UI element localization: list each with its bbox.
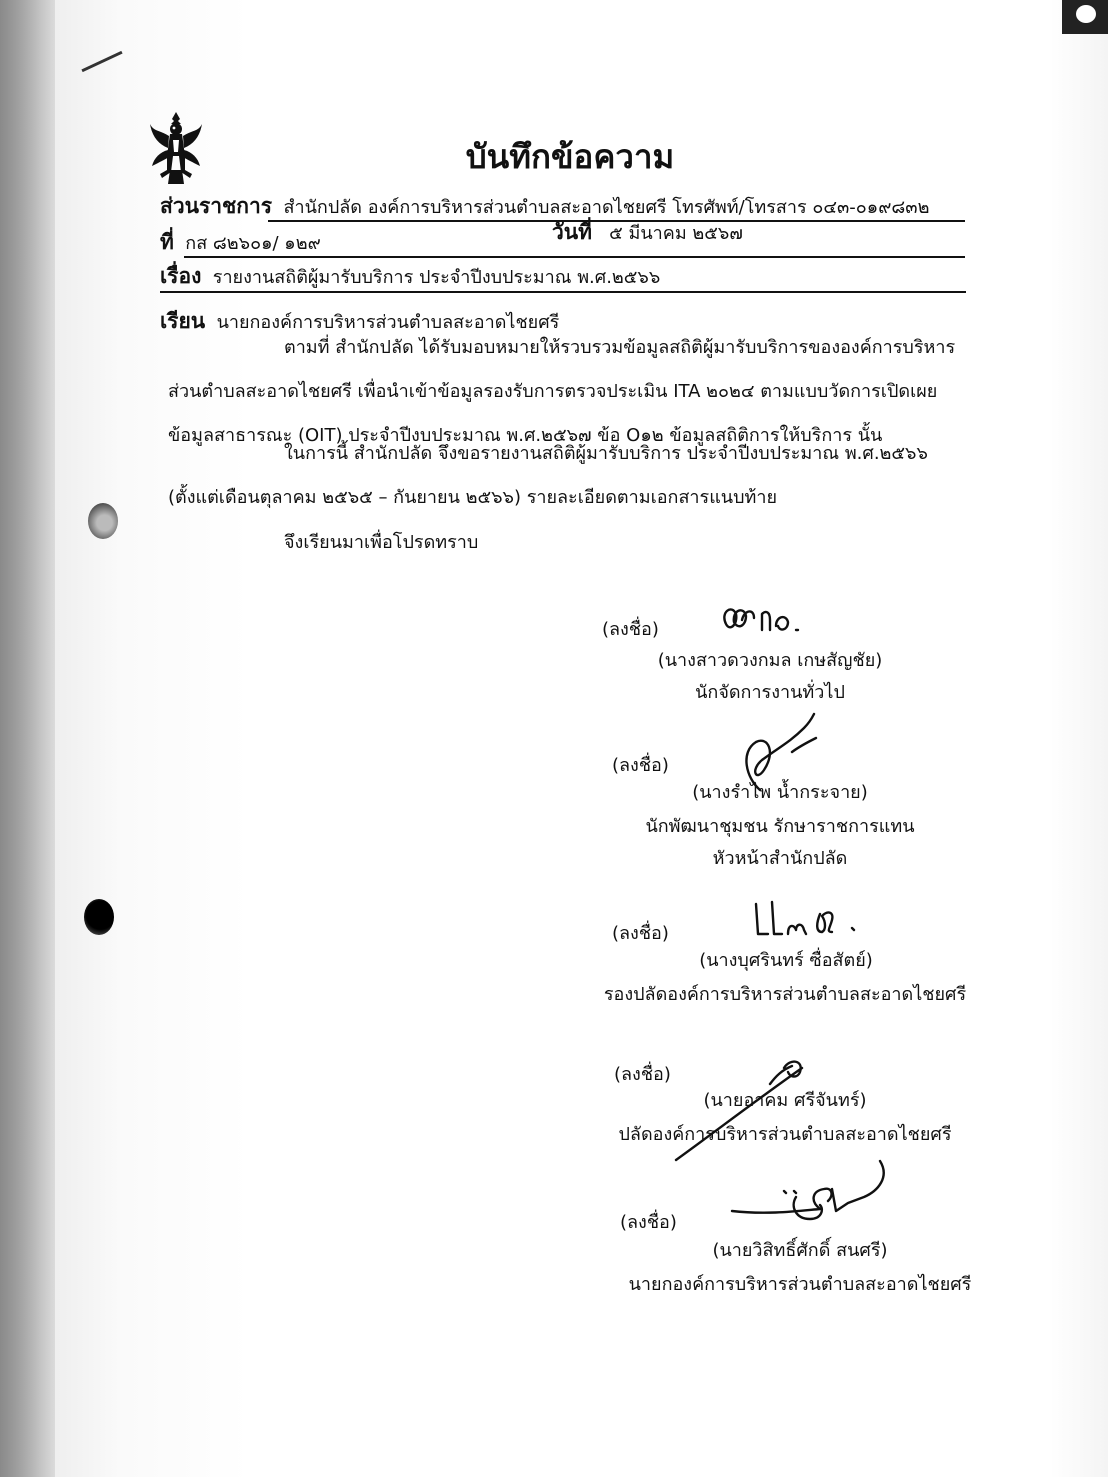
ref-underline xyxy=(184,256,965,258)
signatory-1-position: นักจัดการงานทั่วไป xyxy=(695,682,845,703)
ref-row xyxy=(160,229,321,257)
body-paragraph-1-text: ตามที่ สำนักปลัด ได้รับมอบหมายให้รวบรวมข้อมูลสถิติผู้มารับบริการขององค์การบริหารส่วนตำบลสะอาดไชยศรี เพื่อนำเข้าข้อมูลรองรับการตรวจประเมิน ITA ๒๐๒๔ ตามแบบวัดการเปิดเผยข้อมูลสาธารณะ (OIT) ประจำปีงบประมาณ พ.ศ.๒๕๖๗ ข้อ O๑๒ ข้อมูลสถิติการให้บริการ นั้น xyxy=(168,337,956,446)
sign-label: (ลงชื่อ) xyxy=(620,1212,677,1233)
ref-value: กส ๘๒๖๐๑/ ๑๒๙ xyxy=(185,233,321,254)
signatory-2-name: (นางรำไพ น้ำกระจาย) xyxy=(692,782,868,803)
agency-row xyxy=(160,193,929,221)
punch-hole-icon xyxy=(88,503,118,539)
signatory-3-name: (นางบุศรินทร์ ซื่อสัตย์) xyxy=(699,950,873,971)
signatory-2-position-2: หัวหน้าสำนักปลัด xyxy=(712,848,848,869)
signatory-5-name: (นายวิสิทธิ์ศักดิ์ สนศรี) xyxy=(712,1240,888,1261)
signature-1-icon xyxy=(718,602,808,638)
signatory-4-position: ปลัดองค์การบริหารส่วนตำบลสะอาดไชยศรี xyxy=(618,1124,952,1145)
punch-hole-icon xyxy=(84,899,114,935)
subject-underline xyxy=(160,291,966,293)
signatory-2-position-1: นักพัฒนาชุมชน รักษาราชการแทน xyxy=(645,816,915,837)
body-paragraph-2 xyxy=(168,432,978,520)
ref-label: ที่ xyxy=(160,230,174,254)
memo-title: บันทึกข้อความ xyxy=(465,137,675,176)
subject-value: รายงานสถิติผู้มารับบริการ ประจำปีงบประมาณ พ.ศ.๒๕๖๖ xyxy=(212,267,661,288)
agency-value: สำนักปลัด องค์การบริหารส่วนตำบลสะอาดไชยศรี โทรศัพท์/โทรสาร ๐๔๓-๐๑๙๘๓๒ xyxy=(283,197,930,218)
signature-4-icon xyxy=(672,1048,832,1168)
scan-shadow xyxy=(0,0,55,1477)
subject-label: เรื่อง xyxy=(160,264,202,288)
sign-label: (ลงชื่อ) xyxy=(612,755,669,776)
pen-mark xyxy=(81,51,122,72)
sign-label: (ลงชื่อ) xyxy=(612,923,669,944)
body-paragraph-2-text: ในการนี้ สำนักปลัด จึงขอรายงานสถิติผู้มารับบริการ ประจำปีงบประมาณ พ.ศ.๒๕๖๖ (ตั้งแต่เดือนตุลาคม ๒๕๖๕ – กันยายน ๒๕๖๖) รายละเอียดตามเอกสารแนบท้าย xyxy=(168,443,928,508)
garuda-emblem-icon xyxy=(148,110,204,186)
signature-3-icon xyxy=(752,898,862,938)
to-value: นายกองค์การบริหารส่วนตำบลสะอาดไชยศรี xyxy=(216,312,560,333)
date-value: ๕ มีนาคม ๒๕๖๗ xyxy=(609,223,743,244)
signatory-4-name: (นายอาคม ศรีจันทร์) xyxy=(703,1090,867,1111)
signature-5-icon xyxy=(728,1155,898,1235)
signatory-5-position: นายกองค์การบริหารส่วนตำบลสะอาดไชยศรี xyxy=(628,1274,972,1295)
signatory-3-position: รองปลัดองค์การบริหารส่วนตำบลสะอาดไชยศรี xyxy=(603,984,967,1005)
sign-label: (ลงชื่อ) xyxy=(602,619,659,640)
signatory-1-name: (นางสาวดวงกมล เกษสัญชัย) xyxy=(657,650,883,671)
to-label: เรียน xyxy=(160,309,206,333)
sign-label: (ลงชื่อ) xyxy=(614,1064,671,1085)
date-label: วันที่ xyxy=(552,220,592,244)
date-row xyxy=(552,219,743,247)
subject-row xyxy=(160,263,660,291)
agency-label: ส่วนราชการ xyxy=(160,194,273,218)
scan-corner-mark xyxy=(1062,0,1108,34)
closing-line: จึงเรียนมาเพื่อโปรดทราบ xyxy=(284,532,479,553)
